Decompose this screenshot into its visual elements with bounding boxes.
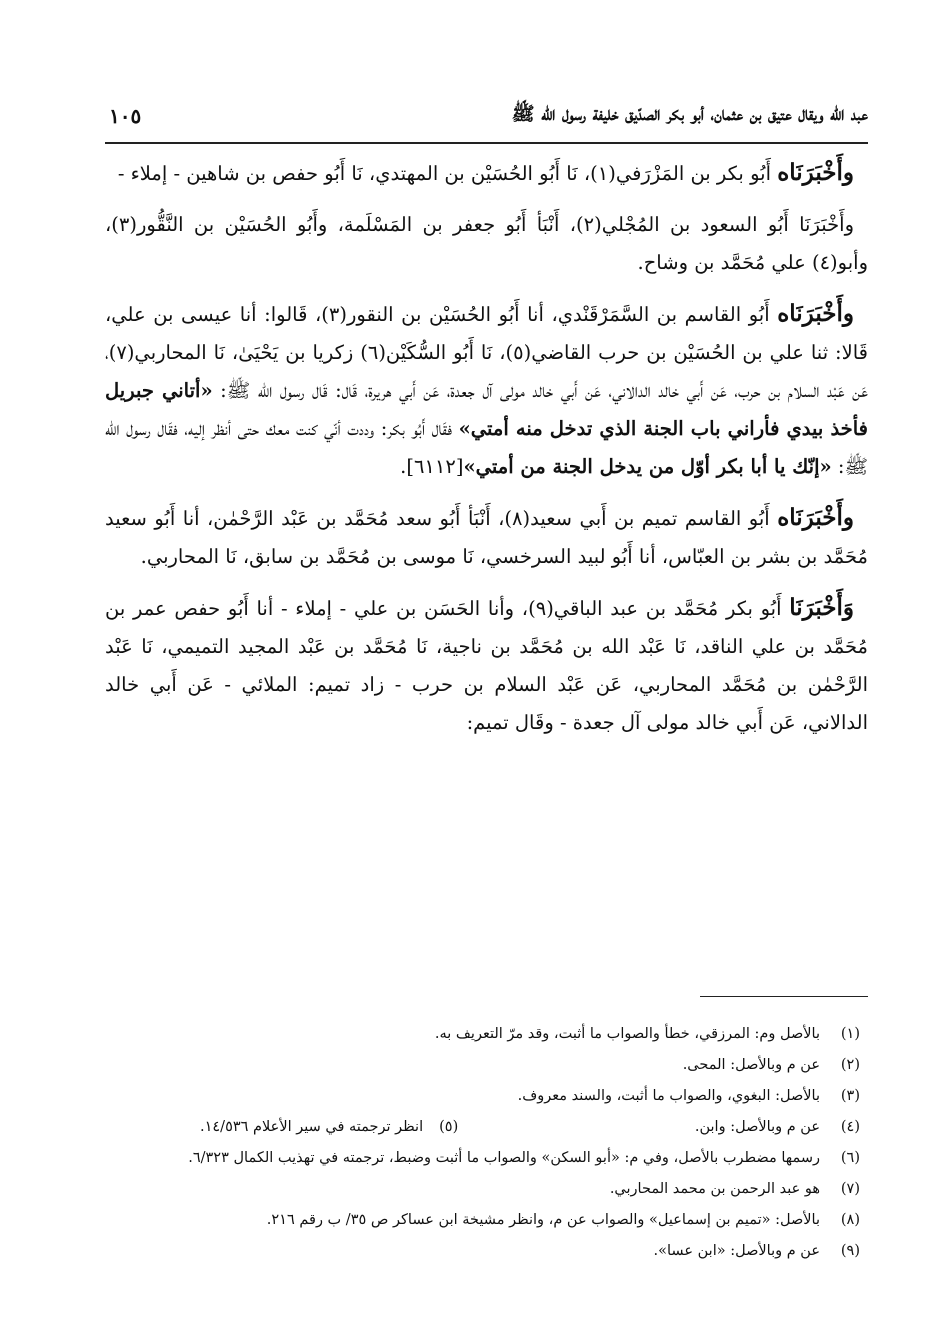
paragraph-3 bbox=[105, 295, 868, 486]
hadith-reference-number: [٦١١٢]. bbox=[400, 455, 464, 478]
book-page bbox=[105, 96, 868, 1316]
footnote-6 bbox=[105, 1143, 868, 1174]
paragraph-lead: وَأَخْبَرَنَا bbox=[789, 594, 855, 621]
footnote-4 bbox=[105, 1112, 868, 1143]
footnote-text: هو عبد الرحمن بن محمد المحاربي. bbox=[609, 1181, 820, 1197]
page-header bbox=[105, 96, 868, 144]
footnote-7 bbox=[105, 1174, 868, 1205]
paragraph-text: فقَال أَبُو بكر: وددت أنّي كنت معك حتى أنظر إليه، فقَال رسول الله ﷺ: bbox=[105, 417, 868, 478]
footnote-number: (٤) bbox=[840, 1119, 860, 1135]
footnote-2 bbox=[105, 1050, 868, 1081]
paragraph-text: أَبُو بكر مُحَمَّد بن عبد الباقي(٩)، وأنا الحَسَن بن علي - إملاء - أنا أَبُو حفص عمر بن مُحَمَّد بن علي الناقد، نَا عَبْد الله بن مُحَمَّد بن ناجية، نَا مُحَمَّد بن عَبْد المجيد التميمي، نَا عَبْد الرَّحْمٰن بن مُحَمَّد المحاربي، عَن عَبْد السلام بن حرب - زاد تميم: الملائي - عَن أَبي خالد الدالاني، عَن أَبي خالد مولى آل جعدة - وقَال تميم: bbox=[105, 597, 868, 734]
hadith-quote: «إنّك يا أبا بكر أوّل من يدخل الجنة من أمتي» bbox=[463, 455, 832, 478]
footnote-number: (١) bbox=[840, 1026, 860, 1042]
footnote-text: عن م وبالأصل: المحى. bbox=[682, 1057, 820, 1073]
running-title: عبد الله ويقال عتيق بن عثمان، أبو بكر الصدّيق خليفة رسول الله ﷺ bbox=[511, 103, 868, 125]
footnote-text: بالأصل: البغوي، والصواب ما أثبت، والسند معروف. bbox=[517, 1088, 820, 1104]
footnote-8 bbox=[105, 1205, 868, 1236]
paragraph-4 bbox=[105, 499, 868, 576]
footnote-9 bbox=[105, 1236, 868, 1267]
paragraph-text: أَبُو بكر بن المَزْرَفي(١)، نَا أَبُو الحُسَيْن بن المهتدي، نَا أَبُو حفص بن شاهين - إملاء - bbox=[117, 162, 778, 185]
footnote-text: رسمها مضطرب بالأصل، وفي م: «أبو السكن» والصواب ما أثبت وضبط، ترجمته في تهذيب الكمال ٦/٣٢٣. bbox=[188, 1150, 820, 1166]
paragraph-text: وأَخْبَرَنَا أَبُو السعود بن المُجْلي(٢)، أَنْبَأ أَبُو جعفر بن المَسْلَمة، وأَبُو الحُسَيْن بن النَّقُّور(٣)، وأبو(٤) علي مُحَمَّد بن وشاح. bbox=[105, 213, 868, 274]
paragraph-lead: وأَخْبَرَنَاه bbox=[777, 159, 854, 186]
footnote-text: عن م وبالأصل: «ابن عسا». bbox=[653, 1243, 820, 1259]
footnote-number: (٩) bbox=[840, 1243, 860, 1259]
footnote-number: (٥) bbox=[439, 1119, 459, 1135]
footnote-number: (٨) bbox=[840, 1212, 860, 1228]
footnote-text: بالأصل وم: المرزقي، خطأ والصواب ما أثبت، وقد مرّ التعريف به. bbox=[434, 1026, 820, 1042]
paragraph-text: أَبُو القاسم تميم بن أَبي سعيد(٨)، أَنْبَأ أَبُو سعد مُحَمَّد بن عَبْد الرَّحْمٰن، أنا أَبُو سعيد مُحَمَّد بن بشر بن العبّاس، أنا أَبُو لبيد السرخسي، نَا موسى بن مُحَمَّد بن سابق، نَا المحاربي. bbox=[105, 507, 868, 568]
page-number: ١٠٥ bbox=[109, 104, 142, 128]
footnote-text: بالأصل: «تميم بن إسماعيل» والصواب عن م، وانظر مشيخة ابن عساكر ص ٣٥/ ب رقم ٢١٦. bbox=[266, 1212, 820, 1228]
footnote-text: انظر ترجمته في سير الأعلام ١٤/٥٣٦. bbox=[200, 1119, 424, 1135]
hadith-quote: «أتاني جبريل فأخذ بيدي فأراني باب الجنة الذي تدخل منه أمتي» bbox=[105, 379, 868, 440]
paragraph-text: أَبُو القاسم بن السَّمَرْقَنْدي، أنا أَبُو الحُسَيْن بن النقور(٣)، قَالوا: أنا عيسى بن علي، قَالا: ثنا علي بن الحُسَيْن بن حرب القاضي(٥)، نَا أَبُو السُّكَيْن(٦) زكريا بن يَحْيَىٰ، نَا المحاربي(٧)، عَن عَبْد السلام بن حرب، عَن أَبي خالد الدالاني، عَن أَبي خالد مولى آل جعدة، عَن أَبي هريرة، قَال: قَال رسول الله ﷺ: bbox=[105, 303, 868, 402]
footnote-divider bbox=[700, 996, 868, 997]
footnote-number: (٧) bbox=[840, 1181, 860, 1197]
footnote-number: (٦) bbox=[840, 1150, 860, 1166]
footnote-number: (٢) bbox=[840, 1057, 860, 1073]
paragraph-2 bbox=[105, 206, 868, 282]
footnote-3 bbox=[105, 1081, 868, 1112]
footnote-number: (٣) bbox=[840, 1088, 860, 1104]
footnotes bbox=[105, 1019, 868, 1267]
paragraph-lead: وأَخْبَرَنَاه bbox=[777, 300, 854, 327]
paragraph-lead: وأَخْبَرَنَاه bbox=[777, 504, 855, 531]
footnote-5 bbox=[200, 1112, 458, 1143]
footnote-1 bbox=[105, 1019, 868, 1050]
footnote-text: عن م وبالأصل: وابن. bbox=[694, 1119, 820, 1135]
main-text bbox=[105, 154, 868, 755]
paragraph-1 bbox=[105, 154, 868, 193]
paragraph-5 bbox=[105, 589, 868, 742]
